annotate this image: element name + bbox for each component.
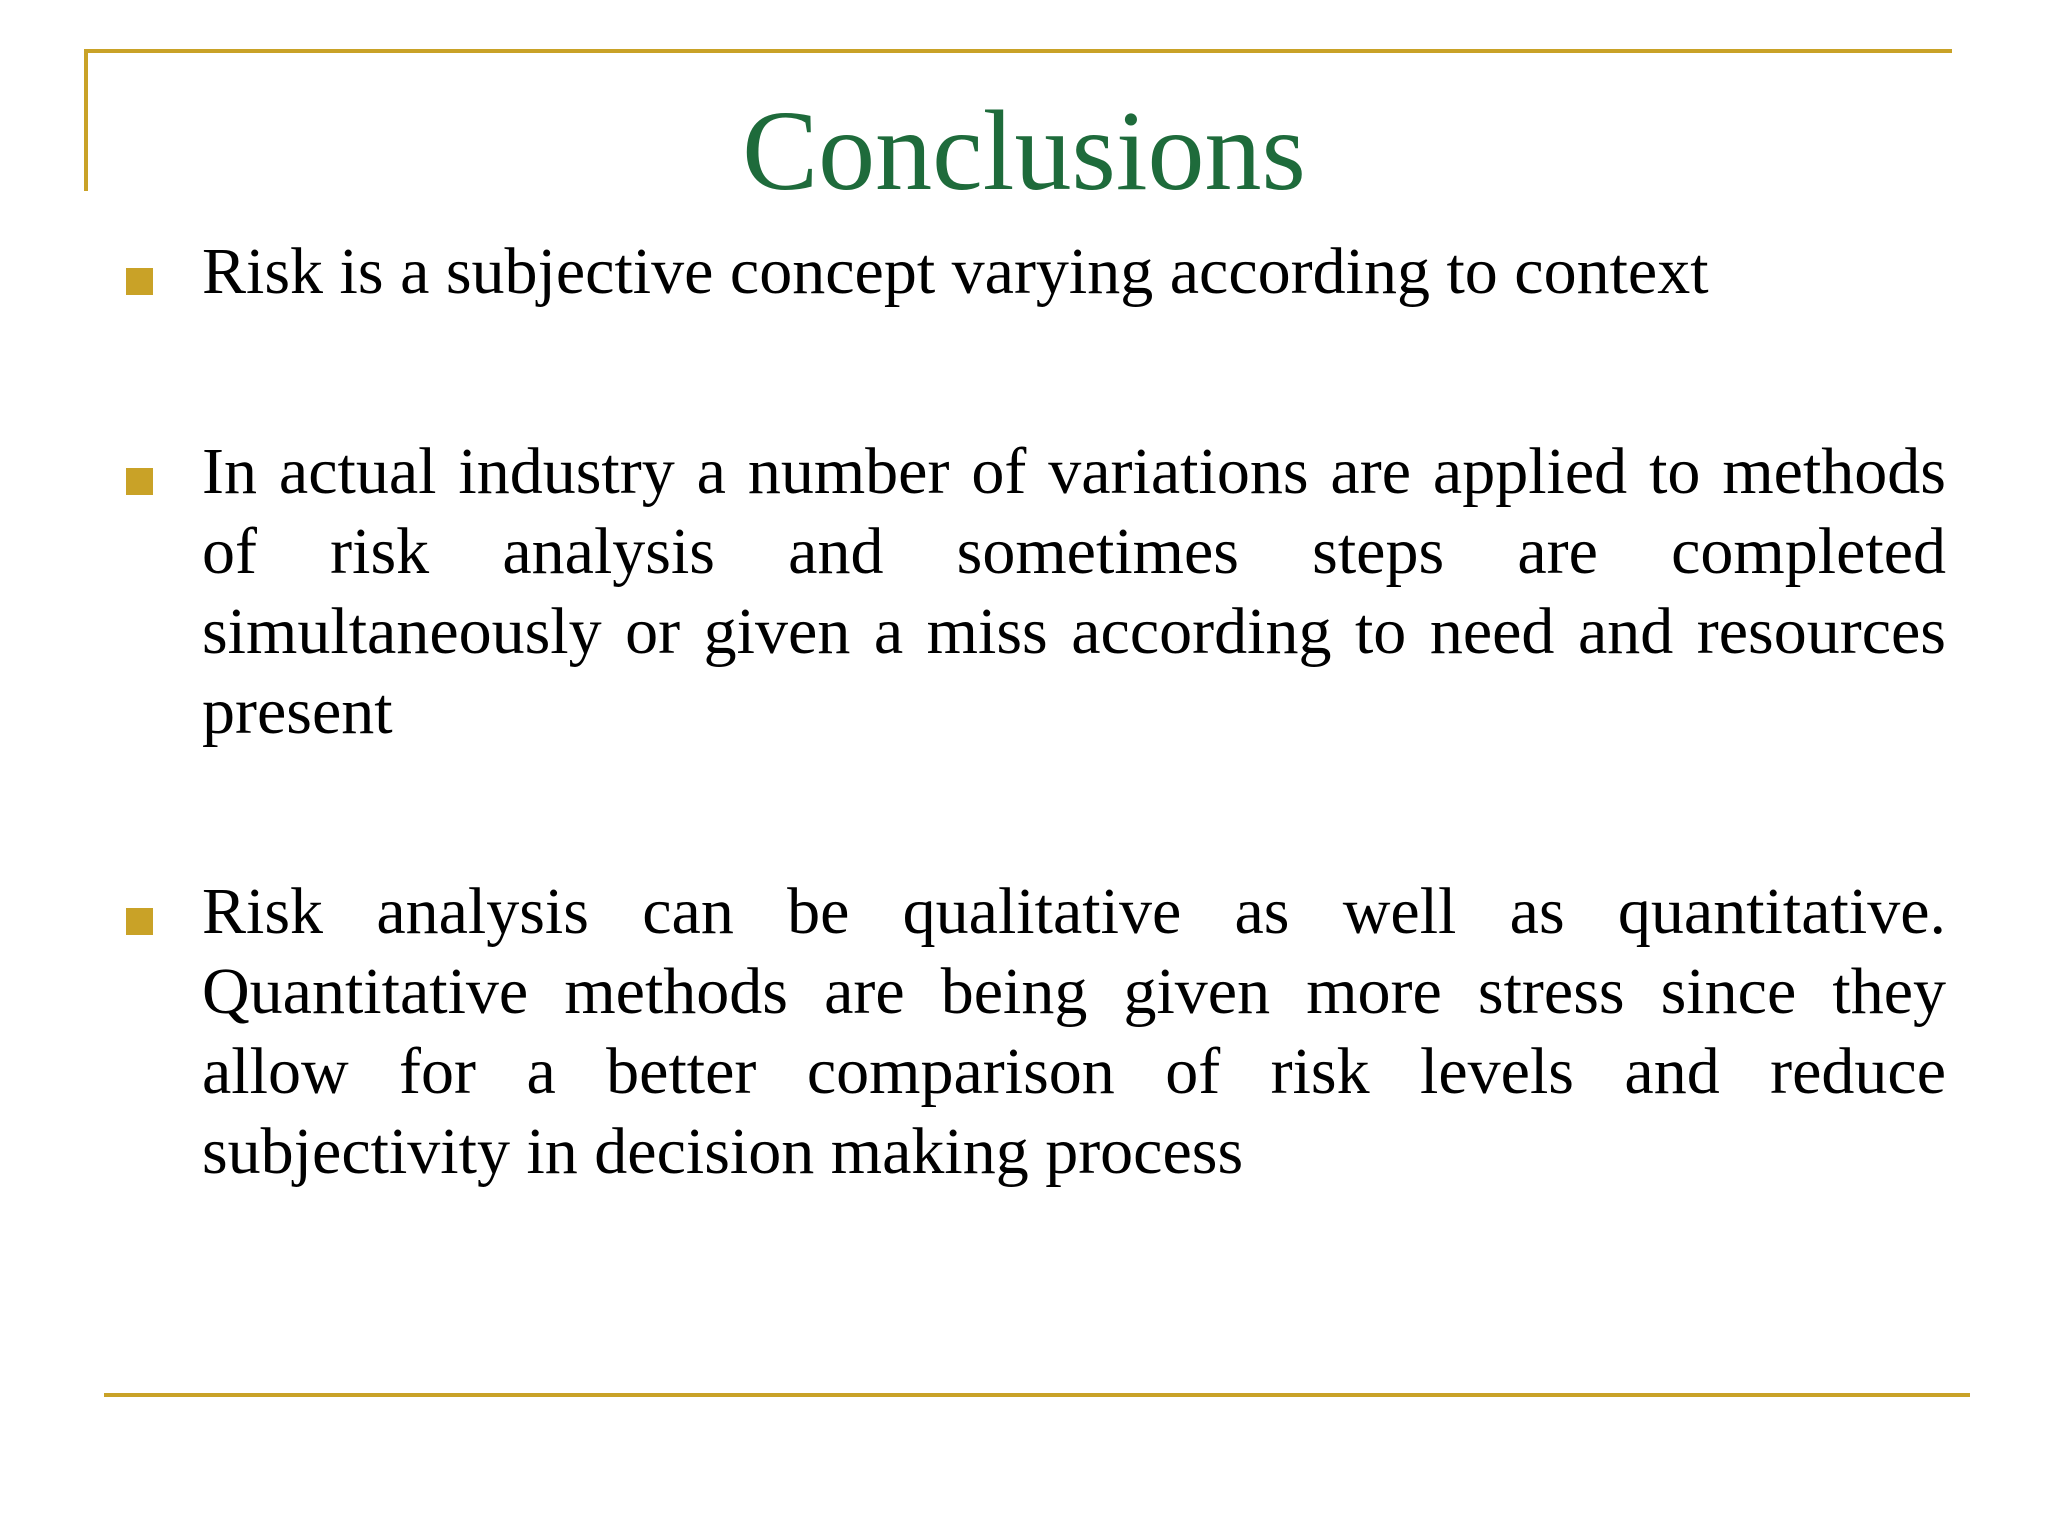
bullet-text: Risk analysis can be qualitative as well as quantitative. Quantitative methods are being given more stress since they allow for a better comparison of risk levels and reduce subjectivity in decision making process (202, 875, 1946, 1188)
square-bullet-icon (126, 268, 153, 295)
bullet-text: Risk is a subjective concept varying according to context (202, 235, 1709, 308)
square-bullet-icon (126, 908, 153, 935)
square-bullet-icon (126, 468, 153, 495)
bullet-text: In actual industry a number of variations are applied to methods of risk analysis and sometimes steps are completed simultaneously or given a miss according to need and resources present (202, 435, 1946, 748)
slide-title: Conclusions (742, 87, 1306, 214)
